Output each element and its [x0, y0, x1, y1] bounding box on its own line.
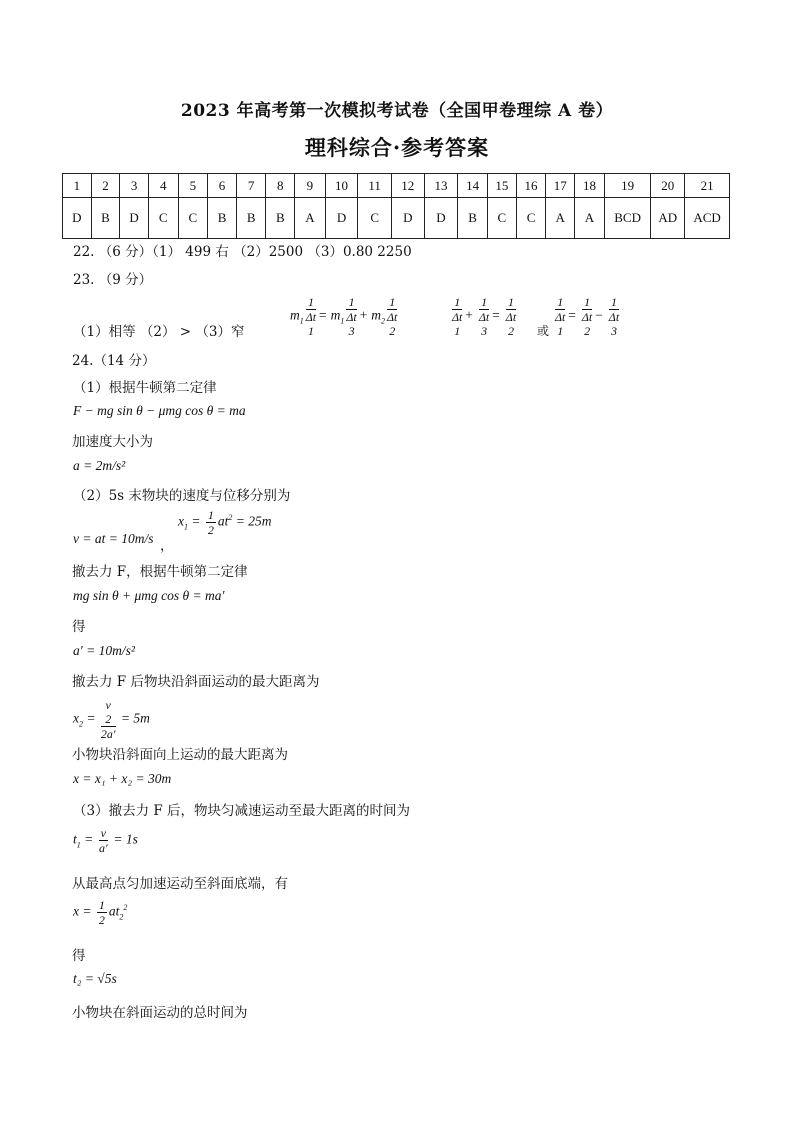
q24-total-time-text: 小物块在斜面运动的总时间为	[72, 1005, 248, 1021]
q23-formula-alt: 1 Δt 1 = 1 Δt 2 − 1 Δt 3	[555, 295, 620, 338]
question-number-cell: 21	[685, 174, 730, 198]
q24-eq-v: v = at = 10m/s	[73, 531, 154, 546]
question-number-cell: 7	[236, 174, 266, 198]
answer-cell: A	[295, 198, 326, 239]
answer-subtitle: 理科综合·参考答案	[304, 135, 490, 160]
q24-eq-x2: $x_2$ = v 2 2a′ = 5m	[73, 698, 150, 741]
question-number-cell: 14	[458, 174, 488, 198]
q24-up-dist-text: 小物块沿斜面向上运动的最大距离为	[72, 747, 288, 763]
q24-comma: ，	[160, 538, 174, 554]
q24-equation-2: mg sin θ + μmg cos θ = ma′	[73, 588, 225, 603]
answer-cell: B	[266, 198, 295, 239]
q24-de-2: 得	[72, 948, 86, 964]
question-number-cell: 17	[546, 174, 575, 198]
answer-cell: B	[208, 198, 237, 239]
answer-cell: B	[236, 198, 266, 239]
question-number-cell: 3	[120, 174, 149, 198]
answer-cell: D	[63, 198, 92, 239]
answer-cell: D	[325, 198, 358, 239]
answer-cell: C	[487, 198, 516, 239]
question-number-cell: 11	[358, 174, 392, 198]
q24-eq-x1: $x_1$ = $\frac{1}{2}$ $at^2 = 25m$	[178, 508, 272, 537]
q24-eq-x-down: x = $\frac{1}{2}$ $at_2^2$	[73, 898, 128, 927]
exam-title: 2023 年高考第一次模拟考试卷（全国甲卷理综 A 卷）	[180, 101, 614, 121]
question-number-cell: 8	[266, 174, 295, 198]
q24-eq-a: a = 2m/s²	[73, 458, 126, 473]
question-number-cell: 10	[325, 174, 358, 198]
q24-remove-force: 撤去力 F，根据牛顿第二定律	[72, 564, 248, 580]
answer-cell: D	[424, 198, 458, 239]
answer-letter-row	[63, 198, 730, 239]
t1-value: = 1s	[113, 831, 138, 847]
q24-part1: （1）根据牛顿第二定律	[73, 380, 217, 396]
answer-cell: BCD	[604, 198, 651, 239]
answer-cell: C	[358, 198, 392, 239]
answer-table	[62, 173, 730, 239]
question-number-cell: 12	[391, 174, 424, 198]
q24-heading: 24.（14 分）	[72, 353, 156, 369]
q24-eq-t1: $t_1$ = $\frac{v}{a'}$ = 1s	[73, 826, 138, 855]
question-number-cell: 15	[487, 174, 516, 198]
q24-eq-t2: t₂ = √5s	[73, 971, 117, 986]
q24-max-dist-text: 撤去力 F 后物块沿斜面运动的最大距离为	[72, 674, 320, 690]
question-number-cell: 4	[148, 174, 178, 198]
q24-part3: （3）撤去力 F 后，物块匀减速运动至最大距离的时间为	[73, 803, 411, 819]
x2-value: = 5m	[120, 710, 150, 726]
q23-heading: 23. （9 分）	[73, 272, 153, 288]
answer-cell: C	[178, 198, 208, 239]
q24-part2: （2）5s 末物块的速度与位移分别为	[73, 488, 291, 504]
q23-formula-reciprocal: 1 Δt 1 + 1 Δt 3 = 1 Δt 2	[452, 295, 517, 338]
answer-cell: B	[458, 198, 488, 239]
question-number-cell: 13	[424, 174, 458, 198]
q22-answer: 22. （6 分）（1） 499 右 （2）2500 （3）0.80 2250	[73, 244, 412, 260]
answer-cell: C	[516, 198, 546, 239]
answer-cell: AD	[651, 198, 685, 239]
q23-answer: （1）相等 （2） > （3）窄	[73, 324, 245, 340]
answer-cell: ACD	[685, 198, 730, 239]
answer-cell: A	[546, 198, 575, 239]
answer-cell: C	[148, 198, 178, 239]
q24-down-text: 从最高点匀加速运动至斜面底端，有	[72, 876, 288, 892]
q24-eq-x: x = x₁ + x₂ = 30m	[73, 771, 172, 786]
q24-de-1: 得	[72, 619, 86, 635]
answer-cell: B	[91, 198, 120, 239]
q23-or: 或	[537, 324, 550, 338]
q24-acc-text: 加速度大小为	[72, 434, 153, 450]
q23-formula-momentum: $m_1$ 1 Δt 1 = $m_1$ 1 Δt 3 + $m_2$ 1 Δt 2	[290, 295, 398, 338]
question-number-cell: 6	[208, 174, 237, 198]
question-number-row	[63, 174, 730, 198]
question-number-cell: 5	[178, 174, 208, 198]
q24-equation-1: F − mg sin θ − μmg cos θ = ma	[73, 403, 246, 418]
question-number-cell: 2	[91, 174, 120, 198]
question-number-cell: 1	[63, 174, 92, 198]
question-number-cell: 18	[575, 174, 605, 198]
x1-value: = 25m	[235, 513, 272, 529]
answer-cell: D	[391, 198, 424, 239]
q24-eq-a2: a′ = 10m/s²	[73, 643, 135, 658]
question-number-cell: 20	[651, 174, 685, 198]
answer-cell: D	[120, 198, 149, 239]
question-number-cell: 19	[604, 174, 651, 198]
answer-cell: A	[575, 198, 605, 239]
question-number-cell: 9	[295, 174, 326, 198]
question-number-cell: 16	[516, 174, 546, 198]
